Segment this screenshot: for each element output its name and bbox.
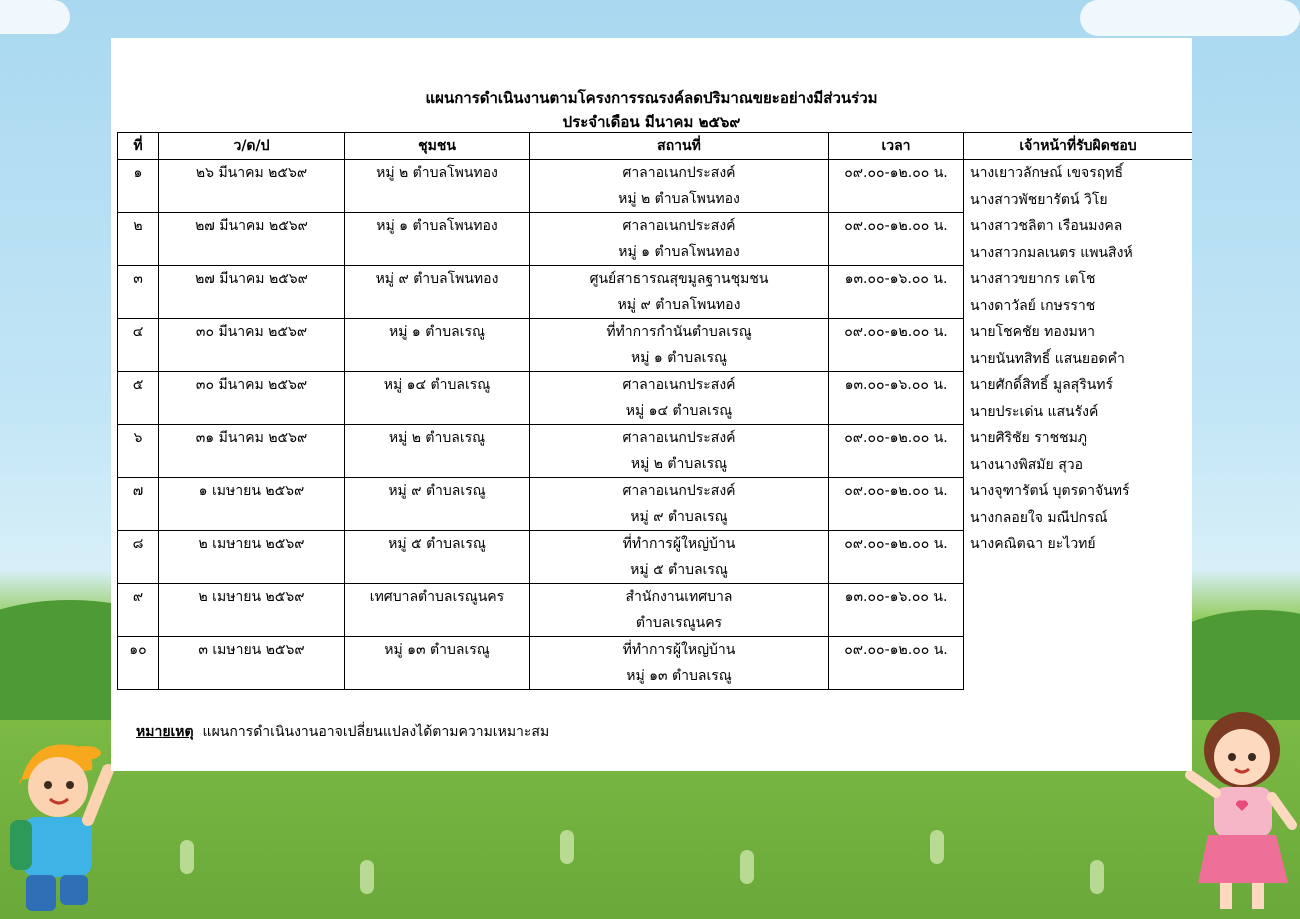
cell-community-text: หมู่ ๕ ตำบลเรณู xyxy=(388,536,486,552)
header-place: สถานที่ xyxy=(530,133,829,160)
cell-time xyxy=(829,478,964,531)
document-title: แผนการดำเนินงานตามโครงการรณรงค์ลดปริมาณขยะอย่างมีส่วนร่วม xyxy=(425,89,878,107)
cell-time xyxy=(829,531,964,584)
cell-date xyxy=(159,637,345,690)
staff-member: นางจุฑารัตน์ บุตรดาจันทร์ xyxy=(970,483,1130,499)
schedule-table xyxy=(117,132,1192,690)
cell-place-line2: หมู่ ๑๓ ตำบลเรณู xyxy=(626,668,732,684)
cell-date-text: ๓๐ มีนาคม ๒๕๖๙ xyxy=(195,324,308,340)
cell-place xyxy=(530,425,829,478)
cell-time-text: ๑๓.๐๐-๑๖.๐๐ น. xyxy=(844,271,948,287)
cell-date xyxy=(159,266,345,319)
cell-community-text: หมู่ ๑ ตำบลเรณู xyxy=(389,324,485,340)
cell-date-text: ๑ เมษายน ๒๕๖๙ xyxy=(198,483,305,499)
cell-place-text: ศาลาอเนกประสงค์ xyxy=(622,483,736,499)
cell-time xyxy=(829,584,964,637)
staff-list xyxy=(964,160,1193,690)
cell-no-text: ๔ xyxy=(132,324,144,340)
cell-place-text: ที่ทำการกำนันตำบลเรณู xyxy=(606,324,752,340)
cell-place xyxy=(530,584,829,637)
cell-place xyxy=(530,372,829,425)
cell-place-line2: หมู่ ๒ ตำบลโพนทอง xyxy=(618,191,740,207)
cell-place-text: ที่ทำการผู้ใหญ่บ้าน xyxy=(622,642,736,658)
cell-no xyxy=(118,584,159,637)
cell-community xyxy=(345,425,530,478)
cell-community xyxy=(345,531,530,584)
cell-time-text: ๐๙.๐๐-๑๒.๐๐ น. xyxy=(844,324,948,340)
grass-tuft xyxy=(1090,860,1104,894)
cell-time-text: ๑๓.๐๐-๑๖.๐๐ น. xyxy=(844,377,948,393)
cell-no xyxy=(118,425,159,478)
staff-member: นายประเด่น แสนรังค์ xyxy=(970,403,1099,420)
cell-no xyxy=(118,478,159,531)
cell-date-text: ๒๗ มีนาคม ๒๕๖๙ xyxy=(195,271,308,287)
cell-date-text: ๓ เมษายน ๒๕๖๙ xyxy=(198,642,305,658)
staff-member: นางคณิตฉา ยะไวทย์ xyxy=(970,536,1096,552)
cell-time-text: ๐๙.๐๐-๑๒.๐๐ น. xyxy=(844,430,948,446)
cell-no-text: ๑๐ xyxy=(129,642,147,658)
cell-date xyxy=(159,531,345,584)
cell-no-text: ๗ xyxy=(132,483,144,499)
cell-date-text: ๒๖ มีนาคม ๒๕๖๙ xyxy=(195,165,308,181)
cell-time xyxy=(829,425,964,478)
cell-place-text: ศาลาอเนกประสงค์ xyxy=(622,218,736,234)
cell-no-text: ๕ xyxy=(132,377,144,393)
cell-no xyxy=(118,213,159,266)
grass-tuft xyxy=(360,860,374,894)
cell-date-text: ๒ เมษายน ๒๕๖๙ xyxy=(198,589,305,605)
cell-time xyxy=(829,160,964,213)
cell-no-text: ๖ xyxy=(133,430,143,446)
cell-community-text: หมู่ ๒ ตำบลเรณู xyxy=(388,430,486,446)
cloud xyxy=(0,0,70,34)
cell-place xyxy=(530,319,829,372)
staff-member: นางดาวัลย์ เกษรราช xyxy=(970,297,1096,314)
cell-place-text: ศาลาอเนกประสงค์ xyxy=(622,430,736,446)
cell-community-text: หมู่ ๙ ตำบลโพนทอง xyxy=(375,271,499,287)
cell-place xyxy=(530,478,829,531)
cell-community-text: หมู่ ๙ ตำบลเรณู xyxy=(388,483,486,499)
cell-no-text: ๙ xyxy=(132,589,144,605)
cell-date-text: ๓๐ มีนาคม ๒๕๖๙ xyxy=(195,377,308,393)
cell-time-text: ๐๙.๐๐-๑๒.๐๐ น. xyxy=(844,165,948,181)
cell-place-line2: ตำบลเรณูนคร xyxy=(635,615,723,631)
footnote-label: หมายเหตุ xyxy=(136,724,194,740)
cell-community-text: หมู่ ๑๔ ตำบลเรณู xyxy=(383,377,491,393)
staff-member: นายศักดิ์สิทธิ์ มูลสุรินทร์ xyxy=(970,377,1114,393)
cell-time xyxy=(829,266,964,319)
cell-place xyxy=(530,266,829,319)
grass-tuft xyxy=(740,850,754,884)
staff-member: นางสาวพัชยารัตน์ วิโย xyxy=(970,191,1108,208)
cell-time xyxy=(829,637,964,690)
cell-community-text: เทศบาลตำบลเรณูนคร xyxy=(369,589,505,605)
header-date: ว/ด/ป xyxy=(159,133,345,160)
header-no: ที่ xyxy=(118,133,159,160)
girl-illustration xyxy=(1180,705,1300,919)
document-sheet xyxy=(111,38,1192,771)
cell-no xyxy=(118,372,159,425)
staff-member: นายศิริชัย ราชชมภู xyxy=(970,430,1088,446)
cell-no-text: ๓ xyxy=(133,271,143,287)
staff-member: นางสาวขยากร เตโช xyxy=(970,271,1096,287)
cell-community xyxy=(345,584,530,637)
cell-place-line2: หมู่ ๒ ตำบลเรณู xyxy=(630,456,728,472)
cell-no xyxy=(118,160,159,213)
cell-community xyxy=(345,372,530,425)
table-row xyxy=(118,160,1193,213)
cell-community-text: หมู่ ๑ ตำบลโพนทอง xyxy=(376,218,498,234)
cell-no-text: ๘ xyxy=(132,536,144,552)
header-staff: เจ้าหน้าที่รับผิดชอบ xyxy=(964,133,1193,160)
cell-place-line2: หมู่ ๑ ตำบลโพนทอง xyxy=(618,244,740,260)
staff-member: นายนันทสิทธิ์ แสนยอดคำ xyxy=(970,350,1125,367)
header-community: ชุมชน xyxy=(345,133,530,160)
cell-date-text: ๒ เมษายน ๒๕๖๙ xyxy=(198,536,305,552)
cell-date xyxy=(159,425,345,478)
cell-date xyxy=(159,160,345,213)
staff-member: นางนางพิสมัย สุวอ xyxy=(970,456,1084,473)
boy-illustration xyxy=(0,725,115,919)
grass-tuft xyxy=(560,830,574,864)
cell-community xyxy=(345,478,530,531)
cell-time-text: ๐๙.๐๐-๑๒.๐๐ น. xyxy=(844,536,948,552)
cell-place-text: ศาลาอเนกประสงค์ xyxy=(622,377,736,393)
cell-place xyxy=(530,531,829,584)
staff-member: นางเยาวลักษณ์ เขจรฤทธิ์ xyxy=(970,165,1124,181)
cell-time xyxy=(829,319,964,372)
cell-place xyxy=(530,637,829,690)
staff-member: นางสาวกมลเนตร แพนสิงห์ xyxy=(970,244,1133,261)
cell-community xyxy=(345,319,530,372)
cell-date xyxy=(159,478,345,531)
cell-date-text: ๓๑ มีนาคม ๒๕๖๙ xyxy=(195,430,308,446)
grass-tuft xyxy=(930,830,944,864)
cell-place xyxy=(530,160,829,213)
cell-place-text: ศูนย์สาธารณสุขมูลฐานชุมชน xyxy=(589,271,769,287)
cell-no xyxy=(118,637,159,690)
cell-time-text: ๑๓.๐๐-๑๖.๐๐ น. xyxy=(844,589,948,605)
cell-date xyxy=(159,584,345,637)
cell-time-text: ๐๙.๐๐-๑๒.๐๐ น. xyxy=(844,642,948,658)
staff-member: นางกลอยใจ มณีปกรณ์ xyxy=(970,509,1108,526)
cell-community xyxy=(345,637,530,690)
table-header-row xyxy=(118,133,1193,160)
cell-community xyxy=(345,266,530,319)
cell-no-text: ๑ xyxy=(133,165,143,181)
cell-place-line2: หมู่ ๙ ตำบลโพนทอง xyxy=(617,297,741,313)
cell-no xyxy=(118,531,159,584)
cell-place-line2: หมู่ ๑ ตำบลเรณู xyxy=(631,350,727,366)
cell-no xyxy=(118,266,159,319)
cell-community-text: หมู่ ๒ ตำบลโพนทอง xyxy=(376,165,498,181)
cell-community-text: หมู่ ๑๓ ตำบลเรณู xyxy=(384,642,490,658)
cell-time-text: ๐๙.๐๐-๑๒.๐๐ น. xyxy=(844,218,948,234)
cell-community xyxy=(345,160,530,213)
cell-no xyxy=(118,319,159,372)
cell-community xyxy=(345,213,530,266)
cell-date xyxy=(159,213,345,266)
cell-place-text: สำนักงานเทศบาล xyxy=(625,589,733,605)
cell-date xyxy=(159,319,345,372)
cell-place-text: ที่ทำการผู้ใหญ่บ้าน xyxy=(622,536,736,552)
cell-no-text: ๒ xyxy=(133,218,143,234)
cell-place-text: ศาลาอเนกประสงค์ xyxy=(622,165,736,181)
cell-place xyxy=(530,213,829,266)
staff-member: นางสาวชลิตา เรือนมงคล xyxy=(970,218,1123,234)
cloud xyxy=(1080,0,1300,36)
cell-time-text: ๐๙.๐๐-๑๒.๐๐ น. xyxy=(844,483,948,499)
cell-date-text: ๒๗ มีนาคม ๒๕๖๙ xyxy=(195,218,308,234)
cell-time xyxy=(829,372,964,425)
cell-time xyxy=(829,213,964,266)
cell-place-line2: หมู่ ๙ ตำบลเรณู xyxy=(630,509,728,525)
cell-place-line2: หมู่ ๕ ตำบลเรณู xyxy=(630,562,728,578)
grass-tuft xyxy=(180,840,194,874)
cell-place-line2: หมู่ ๑๔ ตำบลเรณู xyxy=(625,403,733,419)
staff-member: นายโชคชัย ทองมหา xyxy=(970,324,1095,340)
document-subtitle: ประจำเดือน มีนาคม ๒๕๖๙ xyxy=(562,113,741,131)
cell-date xyxy=(159,372,345,425)
header-time: เวลา xyxy=(829,133,964,160)
footnote xyxy=(136,721,549,743)
footnote-text: แผนการดำเนินงานอาจเปลี่ยนแปลงได้ตามความเหมาะสม xyxy=(202,724,550,740)
